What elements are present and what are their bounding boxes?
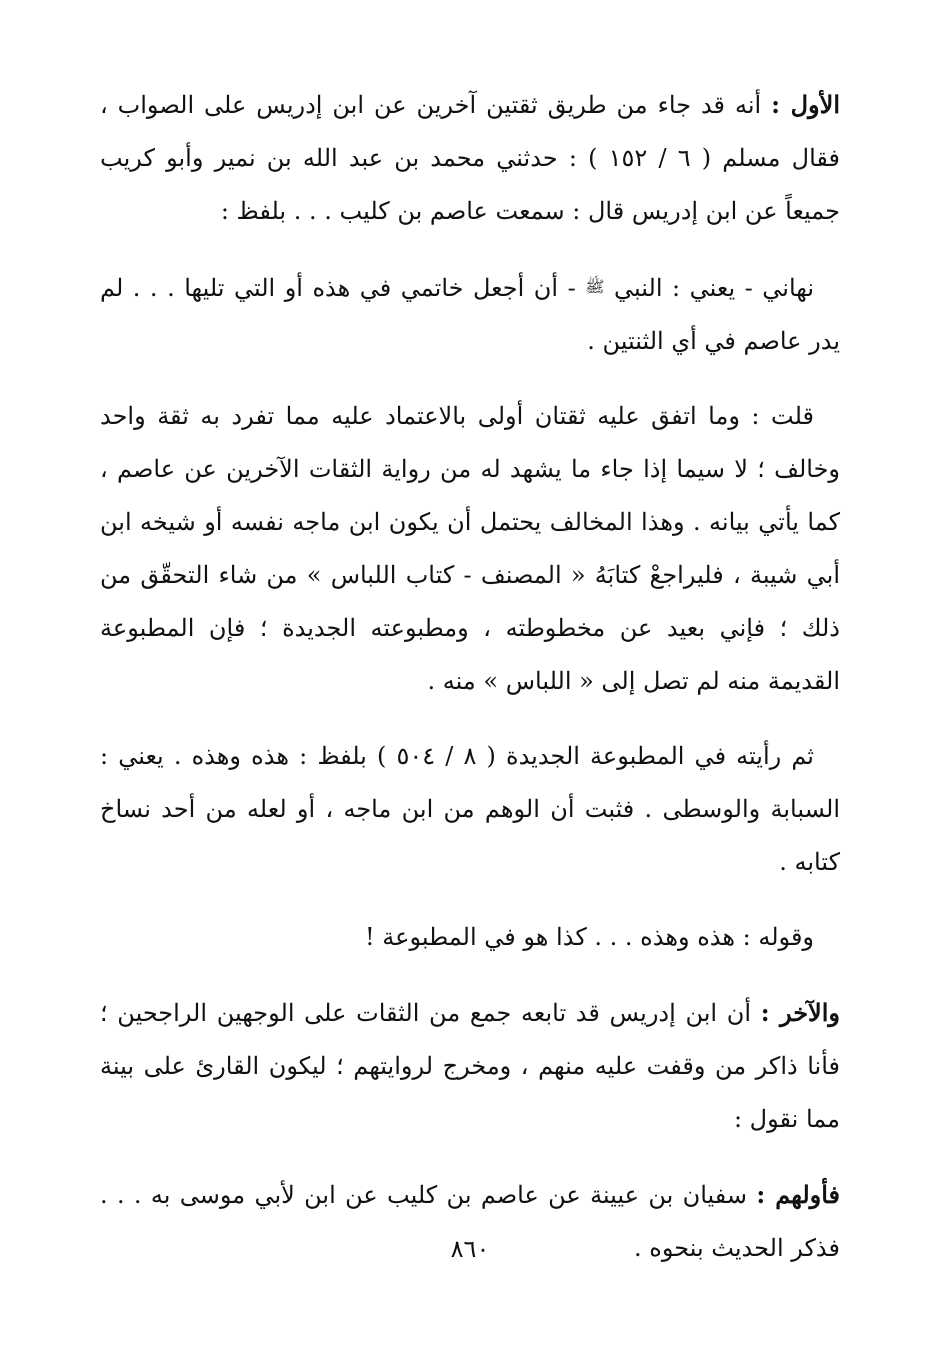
paragraph-commentary (100, 390, 840, 708)
paragraph-text: وقوله : هذه وهذه . . . كذا هو في المطبوعة ! (364, 923, 814, 951)
paragraph-text: نهاني - يعني : النبي (614, 274, 814, 302)
paragraph-first-point (100, 78, 840, 238)
paragraph-lead: والآخر : (760, 998, 840, 1027)
page-body (100, 78, 840, 1297)
paragraph-text: أن ابن إدريس قد تابعه جمع من الثقات على الوجهين الراجحين ؛ فأنا ذاكر من وقفت عليه منهم ، ومخرج لروايتهم ؛ ليكون القارئ على بينة مما نقول : (100, 999, 840, 1133)
paragraph-lead: فأولهم : (756, 1180, 840, 1209)
paragraph-second-point (100, 986, 840, 1146)
paragraph-text: ثم رأيته في المطبوعة الجديدة ( ٨ / ٥٠٤ ) بلفظ : هذه وهذه . يعني : السبابة والوسطى . فثبت أن الوهم من ابن ماجه ، أو لعله من أحد نساخ كتابه . (100, 742, 840, 876)
paragraph-lead: الأول : (771, 90, 840, 119)
paragraph-new-edition (100, 730, 840, 889)
paragraph-remark (100, 911, 840, 964)
salawat-glyph: ﷺ (585, 277, 605, 296)
paragraph-text: أنه قد جاء من طريق ثقتين آخرين عن ابن إدريس على الصواب ، فقال مسلم ( ٦ / ١٥٢ ) : حدثني محمد بن عبد الله بن نمير وأبو كريب جميعاً عن ابن إدريس قال : سمعت عاصم بن كليب . . . بلفظ : (100, 91, 841, 225)
paragraph-text: قلت : وما اتفق عليه ثقتان أولى بالاعتماد عليه مما تفرد به ثقة واحد وخالف ؛ لا سيما إذا جاء ما يشهد له من رواية الثقات الآخرين عن عاصم ، كما يأتي بيانه . وهذا المخالف يحتمل أن يكون ابن ماجه نفسه أو شيخه ابن أبي شيبة ، فليراجعْ كتابَهُ « المصنف - كتاب اللباس » من شاء التحقّق من ذلك ؛ فإني بعيد عن مخطوطته ، ومطبوعته الجديدة ؛ فإن المطبوعة القديمة منه لم تصل إلى « اللباس » منه . (100, 402, 840, 695)
paragraph-hadith-quote (100, 260, 840, 368)
page-number: ٨٦٠ (450, 1235, 490, 1263)
paragraph-text: سفيان بن عيينة عن عاصم بن كليب عن ابن لأبي موسى به . . . فذكر الحديث بنحوه . (100, 1181, 840, 1262)
paragraph-text: - أن أجعل خاتمي في هذه أو التي تليها . . . لم يدر عاصم في أي الثنتين . (100, 274, 840, 355)
